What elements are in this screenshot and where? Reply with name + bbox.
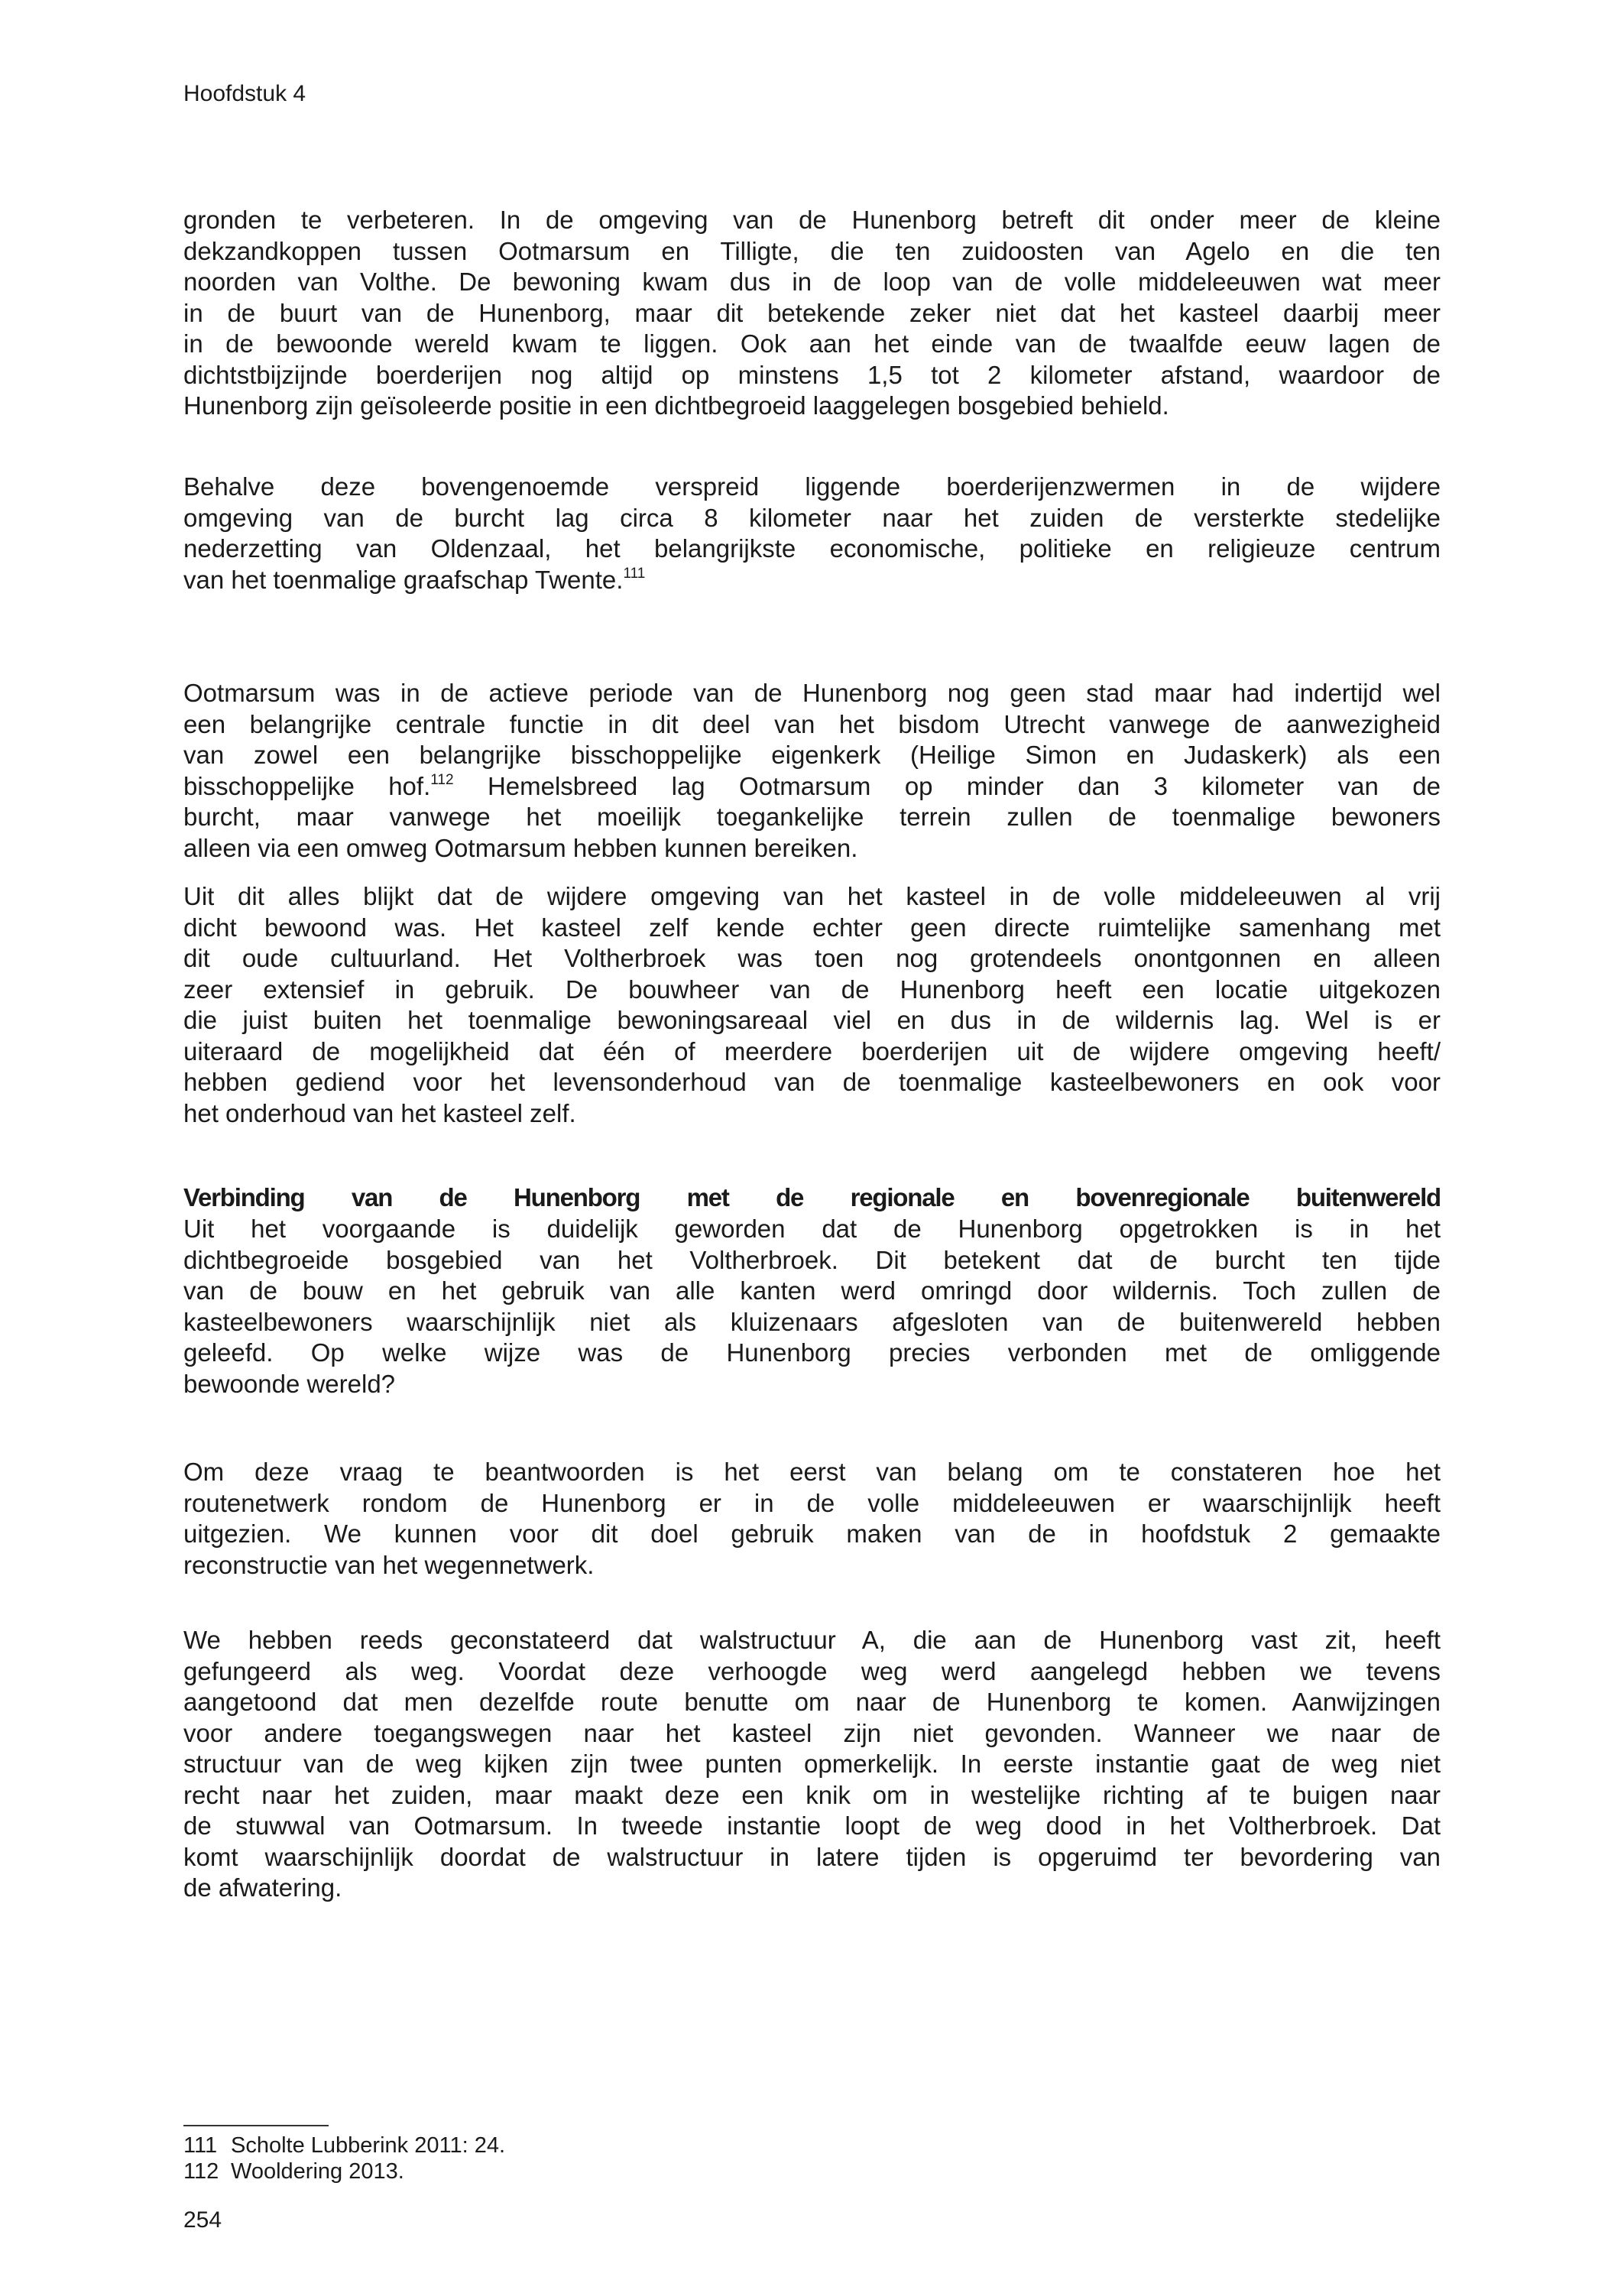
paragraph	[183, 1214, 1441, 1399]
text-line: Uit het voorgaande is duidelijk geworden dat de Hunenborg opgetrokken is in het	[183, 1215, 1441, 1243]
footnote-ref[interactable]: 111	[623, 565, 646, 582]
text-line: dit oude cultuurland. Het Voltherbroek was toen nog grotendeels onontgonnen en alleen	[183, 944, 1441, 972]
text-segment: bisschoppelijke hof.	[183, 771, 431, 800]
text-line: uitgezien. We kunnen voor dit doel gebruik maken van de in hoofdstuk 2 gemaakte	[183, 1519, 1441, 1548]
paragraph	[183, 472, 1441, 595]
text-line: in de buurt van de Hunenborg, maar dit betekende zeker niet dat het kasteel daarbij meer	[183, 298, 1441, 327]
text-line: aangetoond dat men dezelfde route benutte om naar de Hunenborg te komen. Aanwijzingen	[183, 1688, 1441, 1716]
text-line	[183, 565, 1441, 596]
text-line: dichtstbijzijnde boerderijen nog altijd op minstens 1,5 tot 2 kilometer afstand, waardoor de	[183, 360, 1441, 389]
text-line: in de bewoonde wereld kwam te liggen. Ook aan het einde van de twaalfde eeuw lagen de	[183, 329, 1441, 358]
text-line: structuur van de weg kijken zijn twee punten opmerkelijk. In eerste instantie gaat de weg niet	[183, 1750, 1441, 1778]
text-line: uiteraard de mogelijkheid dat één of meerdere boerderijen uit de wijdere omgeving heeft/	[183, 1036, 1441, 1065]
footnote	[183, 2158, 404, 2184]
text-line: zeer extensief in gebruik. De bouwheer van de Hunenborg heeft een locatie uitgekozen	[183, 975, 1441, 1004]
text-line: hebben gediend voor het levensonderhoud van de toenmalige kasteelbewoners en ook voor	[183, 1068, 1441, 1096]
text-line: komt waarschijnlijk doordat de walstructuur in latere tijden is opgeruimd ter bevordering van	[183, 1842, 1441, 1871]
text-line: Ootmarsum was in de actieve periode van de Hunenborg nog geen stad maar had indertijd wel	[183, 679, 1441, 707]
text-line: gefungeerd als weg. Voordat deze verhoogde weg werd aangelegd hebben we tevens	[183, 1656, 1441, 1685]
text-line: Hunenborg zijn geïsoleerde positie in een dichtbegroeid laaggelegen bosgebied behield.	[183, 391, 1169, 420]
text-line: alleen via een omweg Ootmarsum hebben kunnen bereiken.	[183, 833, 858, 862]
footnote-ref[interactable]: 112	[430, 771, 454, 788]
text-line: voor andere toegangswegen naar het kasteel zijn niet gevonden. Wanneer we naar de	[183, 1718, 1441, 1747]
footnote-number: 112	[183, 2159, 219, 2184]
paragraph	[183, 678, 1441, 864]
text-line: omgeving van de burcht lag circa 8 kilometer naar het zuiden de versterkte stedelijke	[183, 503, 1441, 532]
text-line: een belangrijke centrale functie in dit deel van het bisdom Utrecht vanwege de aanwezigheid	[183, 709, 1441, 738]
text-line: de afwatering.	[183, 1873, 342, 1902]
footnote	[183, 2132, 505, 2158]
paragraph	[183, 1625, 1441, 1904]
text-line: die juist buiten het toenmalige bewoningsareaal viel en dus in de wildernis lag. Wel is er	[183, 1006, 1441, 1034]
paragraph	[183, 205, 1441, 422]
text-line: routenetwerk rondom de Hunenborg er in de volle middeleeuwen er waarschijnlijk heeft	[183, 1488, 1441, 1517]
text-line: dichtbegroeide bosgebied van het Voltherbroek. Dit betekent dat de burcht ten tijde	[183, 1245, 1441, 1274]
text-line: Behalve deze bovengenoemde verspreid liggende boerderijenzwermen in de wijdere	[183, 472, 1441, 501]
text-segment: van het toenmalige graafschap Twente.	[183, 565, 624, 594]
text-line: Uit dit alles blijkt dat de wijdere omgeving van het kasteel in de volle middeleeuwen al vrij	[183, 882, 1441, 910]
footnote-text: Scholte Lubberink 2011: 24.	[231, 2133, 506, 2158]
text-line: van zowel een belangrijke bisschoppelijke eigenkerk (Heilige Simon en Judaskerk) als een	[183, 741, 1441, 769]
text-line: geleefd. Op welke wijze was de Hunenborg precies verbonden met de omliggende	[183, 1338, 1441, 1367]
text-line: dicht bewoond was. Het kasteel zelf kende echter geen directe ruimtelijke samenhang met	[183, 913, 1441, 942]
text-line: gronden te verbeteren. In de omgeving van de Hunenborg betreft dit onder meer de kleine	[183, 206, 1441, 234]
text-line: de stuwwal van Ootmarsum. In tweede instantie loopt de weg dood in het Voltherbroek. Dat	[183, 1811, 1441, 1840]
text-line	[183, 771, 1441, 803]
text-line: reconstructie van het wegennetwerk.	[183, 1550, 595, 1579]
text-line: het onderhoud van het kasteel zelf.	[183, 1098, 576, 1127]
text-line: van de bouw en het gebruik van alle kanten werd omringd door wildernis. Toch zullen de	[183, 1276, 1441, 1305]
text-line: bewoonde wereld?	[183, 1369, 396, 1398]
footnote-divider	[183, 2125, 329, 2126]
paragraph	[183, 1457, 1441, 1581]
text-line: noorden van Volthe. De bewoning kwam dus in de loop van de volle middeleeuwen wat meer	[183, 268, 1441, 296]
text-line: nederzetting van Oldenzaal, het belangrijkste economische, politieke en religieuze centrum	[183, 534, 1441, 563]
text-line: We hebben reeds geconstateerd dat walstructuur A, die aan de Hunenborg vast zit, heeft	[183, 1626, 1441, 1654]
text-line: dekzandkoppen tussen Ootmarsum en Tilligte, die ten zuidoosten van Agelo en die ten	[183, 236, 1441, 265]
text-line: Om deze vraag te beantwoorden is het eerst van belang om te constateren hoe het	[183, 1458, 1441, 1486]
text-segment: Hemelsbreed lag Ootmarsum op minder dan 3 kilometer van de	[453, 771, 1441, 800]
footnote-number: 111	[183, 2133, 218, 2158]
text-line: kasteelbewoners waarschijnlijk niet als kluizenaars afgesloten van de buitenwereld hebben	[183, 1307, 1441, 1336]
footnote-text: Wooldering 2013.	[231, 2159, 404, 2184]
section-heading: Verbinding van de Hunenborg met de regionale en bovenregionale buitenwereld	[183, 1183, 1441, 1211]
running-header: Hoofdstuk 4	[183, 81, 306, 106]
page-number: 254	[183, 2207, 222, 2233]
text-line: burcht, maar vanwege het moeilijk toegankelijke terrein zullen de toenmalige bewoners	[183, 803, 1441, 831]
text-line: recht naar het zuiden, maar maakt deze een knik om in westelijke richting af te buigen naar	[183, 1780, 1441, 1809]
paragraph	[183, 881, 1441, 1129]
